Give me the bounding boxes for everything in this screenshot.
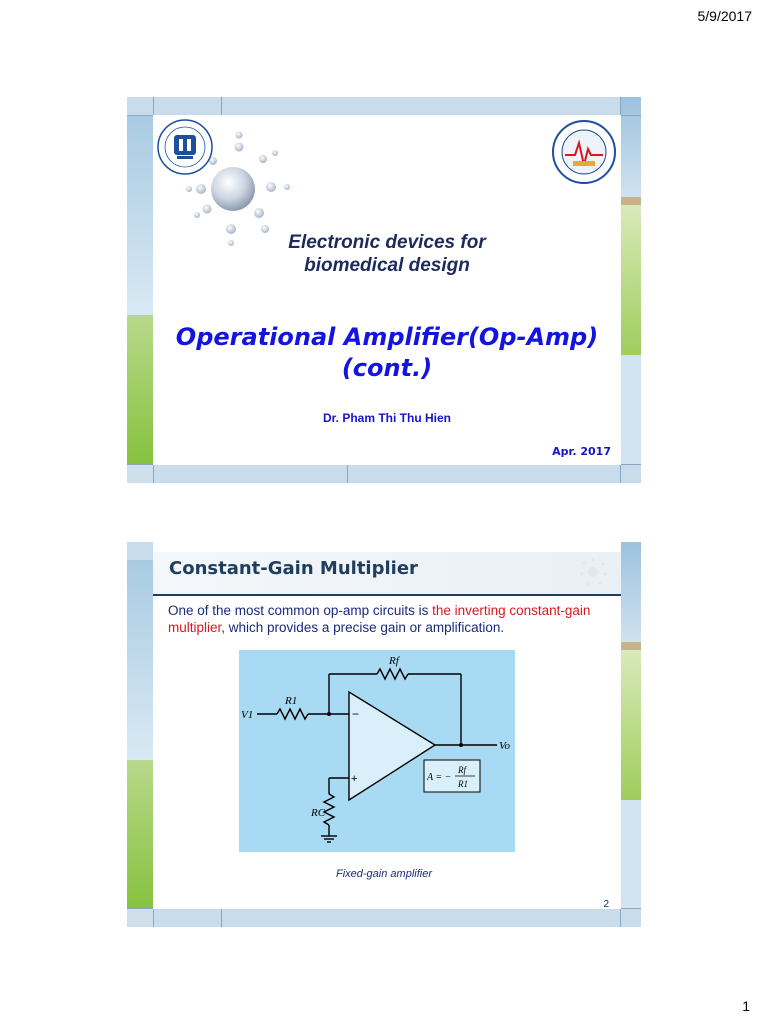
v1-label: V1 bbox=[241, 709, 254, 721]
gain-formula-lhs: A = − bbox=[427, 772, 452, 783]
slide-body-text bbox=[168, 602, 607, 636]
course-title bbox=[237, 231, 537, 277]
slide-title bbox=[157, 322, 617, 384]
body-text-part-1: One of the most common op-amp circuits is bbox=[168, 603, 433, 618]
rc-label: RC bbox=[311, 807, 326, 819]
university-logo bbox=[157, 119, 213, 175]
sparkle-icon bbox=[573, 552, 613, 592]
print-date: 5/9/2017 bbox=[697, 8, 752, 24]
body-text-highlight: the inverting constant-gain multiplier bbox=[168, 603, 591, 635]
gain-formula-numerator: Rf bbox=[458, 765, 466, 775]
biomedical-engineering-logo bbox=[551, 119, 617, 185]
inverting-input-sign: − bbox=[352, 707, 360, 721]
title-slide bbox=[127, 97, 641, 483]
slide-title-line-1: Operational Amplifier(Op-Amp) bbox=[175, 323, 599, 351]
noninverting-input-sign: + bbox=[351, 773, 358, 785]
content-slide bbox=[127, 542, 641, 927]
gain-formula-denominator: R1 bbox=[458, 779, 468, 789]
slide-title: Constant-Gain Multiplier bbox=[169, 558, 418, 579]
slide-number: 2 bbox=[603, 899, 609, 910]
course-title-line-1: Electronic devices for bbox=[288, 232, 486, 253]
body-text-part-2: , which provides a precise gain or amplification. bbox=[221, 620, 505, 635]
slide-date: Apr. 2017 bbox=[552, 445, 611, 458]
r1-label: R1 bbox=[285, 695, 298, 707]
inverting-amplifier-circuit bbox=[239, 650, 515, 852]
figure-caption: Fixed-gain amplifier bbox=[336, 868, 432, 880]
title-underline bbox=[153, 594, 621, 596]
author: Dr. Pham Thi Thu Hien bbox=[322, 411, 451, 425]
rf-label: Rf bbox=[389, 655, 399, 667]
course-title-line-2: biomedical design bbox=[304, 255, 470, 276]
vo-label: Vo bbox=[499, 740, 510, 752]
page-number: 1 bbox=[742, 998, 750, 1014]
slide-title-line-2: (cont.) bbox=[341, 354, 433, 382]
